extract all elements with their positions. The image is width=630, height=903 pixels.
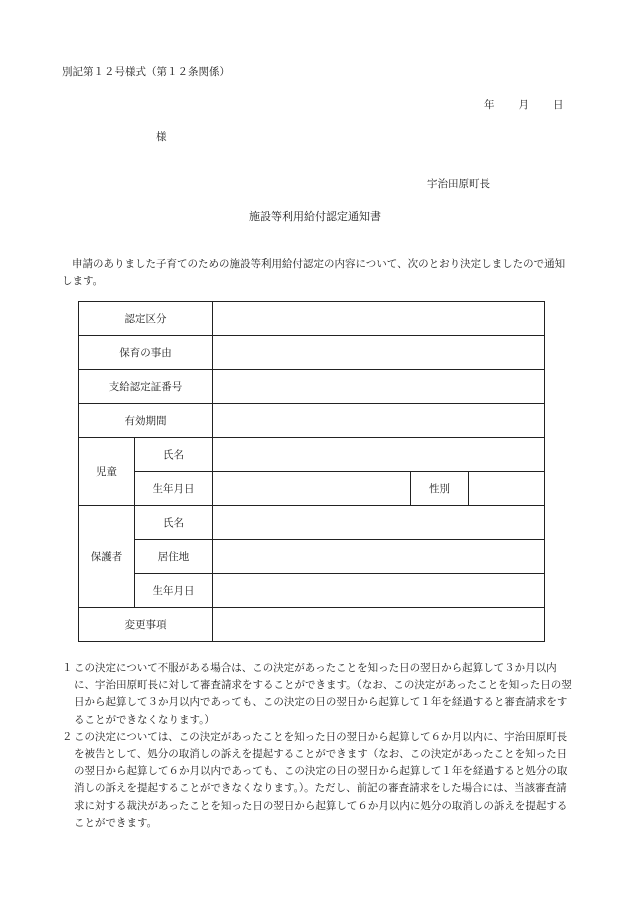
addressee-suffix: 様 — [156, 131, 167, 143]
intro-paragraph: 申請のありました子育てのための施設等利用給付認定の内容について、次のとおり決定しましたので通知します。 — [62, 258, 566, 287]
date-line — [484, 97, 564, 112]
table-row — [79, 472, 545, 506]
date-month-label: 月 — [518, 99, 529, 111]
certification-table — [78, 301, 545, 642]
validity-period-label: 有効期間 — [79, 404, 213, 438]
table-row — [79, 608, 545, 642]
child-section-label: 児童 — [79, 438, 135, 506]
table-row — [79, 404, 545, 438]
childcare-reason-field[interactable] — [213, 336, 545, 370]
table-row — [79, 370, 545, 404]
table-row — [79, 540, 545, 574]
changes-label: 変更事項 — [79, 608, 213, 642]
note-number: １ — [62, 662, 73, 674]
guardian-address-field[interactable] — [213, 540, 545, 574]
note-item — [62, 729, 574, 832]
child-birthdate-label: 生年月日 — [135, 472, 213, 506]
form-id: 別記第１２号様式（第１２条関係） — [62, 66, 230, 78]
child-gender-field[interactable] — [469, 472, 545, 506]
guardian-birthdate-field[interactable] — [213, 574, 545, 608]
table-row — [79, 506, 545, 540]
child-gender-label: 性別 — [411, 472, 469, 506]
certification-category-label: 認定区分 — [79, 302, 213, 336]
table-row — [79, 438, 545, 472]
certification-category-field[interactable] — [213, 302, 545, 336]
table-row — [79, 302, 545, 336]
childcare-reason-label: 保育の事由 — [79, 336, 213, 370]
note-text: この決定について不服がある場合は、この決定があったことを知った日の翌日から起算して３か月以内に、宇治田原町長に対して審査請求をすることができます。（なお、この決定があったことを知った日の翌日から起算して３か月以内であっても、この決定の日の翌日から起算して１年を経過すると審査請求をすることができなくなります。） — [74, 662, 572, 726]
guardian-section-label: 保護者 — [79, 506, 135, 608]
child-birthdate-field[interactable] — [213, 472, 411, 506]
note-item — [62, 660, 574, 729]
guardian-name-field[interactable] — [213, 506, 545, 540]
note-number: ２ — [62, 730, 73, 743]
guardian-name-label: 氏名 — [135, 506, 213, 540]
table-row — [79, 574, 545, 608]
table-row — [79, 336, 545, 370]
document-title: 施設等利用給付認定通知書 — [249, 210, 381, 223]
date-year-label: 年 — [484, 99, 495, 111]
note-text: この決定については、この決定があったことを知った日の翌日から起算して６か月以内に、宇治田原町長を被告として、処分の取消しの訴えを提起することができます（なお、この決定があったことを知った日の翌日から起算して６か月以内であっても、この決定の日の翌日から起算して１年を経過すると処分の取消しの訴えを提起することができなくなります。）。ただし、前記の審査請求をした場合には、当該審査請求に対する裁決があったことを知った日の翌日から起算して６か月以内に処分の取消しの訴えを提起することができます。 — [74, 730, 568, 829]
child-name-field[interactable] — [213, 438, 545, 472]
issuer: 宇治田原町長 — [427, 178, 490, 190]
child-name-label: 氏名 — [135, 438, 213, 472]
date-day-label: 日 — [553, 99, 564, 111]
certificate-number-field[interactable] — [213, 370, 545, 404]
validity-period-field[interactable] — [213, 404, 545, 438]
certificate-number-label: 支給認定証番号 — [79, 370, 213, 404]
guardian-address-label: 居住地 — [135, 540, 213, 574]
changes-field[interactable] — [213, 608, 545, 642]
notes-list — [62, 660, 574, 832]
guardian-birthdate-label: 生年月日 — [135, 574, 213, 608]
